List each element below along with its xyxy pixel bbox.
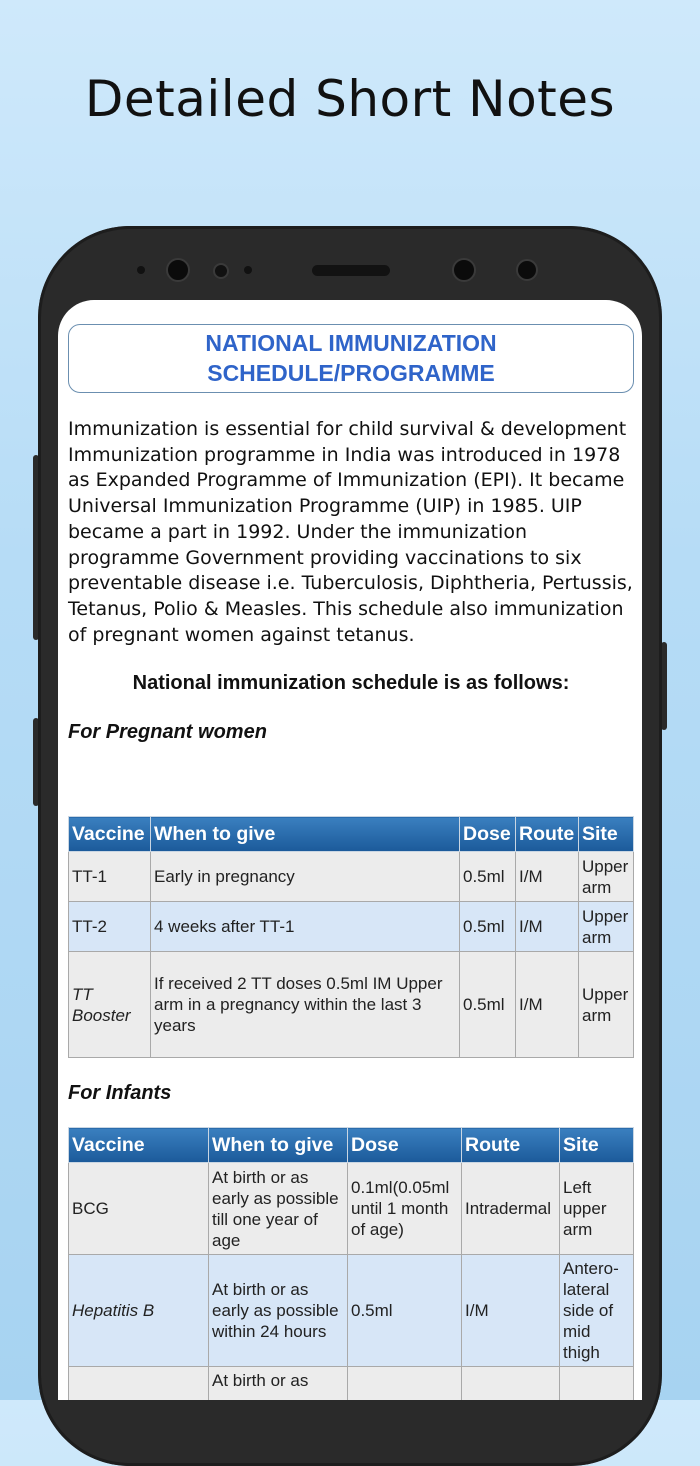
table-row — [69, 902, 634, 952]
table-cell: Antero-lateral side of mid thigh — [560, 1255, 634, 1367]
table-cell: I/M — [516, 952, 579, 1058]
table-cell: I/M — [462, 1255, 560, 1367]
col-header-site: Site — [560, 1128, 634, 1163]
col-header-site: Site — [579, 817, 634, 852]
table-cell — [69, 1367, 209, 1400]
table-cell: I/M — [516, 852, 579, 902]
table-cell: Intradermal — [462, 1163, 560, 1255]
table-cell: Upper arm — [579, 952, 634, 1058]
sensor-icon — [213, 263, 229, 279]
table-cell: Early in pregnancy — [151, 852, 460, 902]
table-cell: Hepatitis B — [69, 1255, 209, 1367]
col-header-when: When to give — [151, 817, 460, 852]
table-row — [69, 1367, 634, 1400]
pregnant-section-label: For Pregnant women — [68, 721, 267, 744]
table-cell: At birth or as early as possible within 24 hours — [209, 1255, 348, 1367]
col-header-dose: Dose — [348, 1128, 462, 1163]
table-cell: TT Booster — [69, 952, 151, 1058]
phone-screen — [58, 300, 642, 1400]
col-header-when: When to give — [209, 1128, 348, 1163]
table-cell — [560, 1367, 634, 1400]
col-header-route: Route — [516, 817, 579, 852]
table-cell: Left upper arm — [560, 1163, 634, 1255]
schedule-subheading: National immunization schedule is as follows: — [132, 672, 570, 695]
earpiece-speaker — [312, 265, 390, 276]
table-cell: 0.5ml — [460, 952, 516, 1058]
table-row — [69, 1255, 634, 1367]
notes-content — [68, 300, 634, 1400]
table-cell: If received 2 TT doses 0.5ml IM Upper arm in a pregnancy within the last 3 years — [151, 952, 460, 1058]
table-cell: TT-1 — [69, 852, 151, 902]
table-cell: 0.5ml — [460, 852, 516, 902]
front-camera-icon — [166, 258, 190, 282]
table-cell: Upper arm — [579, 852, 634, 902]
col-header-route: Route — [462, 1128, 560, 1163]
table-cell: 4 weeks after TT-1 — [151, 902, 460, 952]
front-camera-2-icon — [452, 258, 476, 282]
proximity-dot-icon — [244, 266, 252, 274]
table-cell: At birth or as early as possible till one year of age — [209, 1163, 348, 1255]
page-title: NATIONAL IMMUNIZATION SCHEDULE/PROGRAMME — [68, 324, 634, 393]
infants-table — [68, 1127, 634, 1400]
infants-section-label: For Infants — [68, 1082, 172, 1105]
col-header-vaccine: Vaccine — [69, 817, 151, 852]
headline: Detailed Short Notes — [84, 70, 616, 128]
table-cell: 0.5ml — [348, 1255, 462, 1367]
table-header-row — [69, 817, 634, 852]
table-cell: BCG — [69, 1163, 209, 1255]
front-camera-3-icon — [516, 259, 538, 281]
table-row — [69, 852, 634, 902]
table-cell: Upper arm — [579, 902, 634, 952]
table-cell — [348, 1367, 462, 1400]
col-header-vaccine: Vaccine — [69, 1128, 209, 1163]
table-row — [69, 952, 634, 1058]
pregnant-women-table — [68, 816, 634, 1058]
table-row — [69, 1163, 634, 1255]
table-cell: I/M — [516, 902, 579, 952]
table-cell: TT-2 — [69, 902, 151, 952]
intro-paragraph: Immunization is essential for child survival & development Immunization programme in India was introduced in 1978 as Expanded Programme of Immunization (EPI). It became Universal Immunization Programme (UIP) in 1985. UIP became a part in 1992. Under the immunization programme Government providing vaccinations to six preventable disease i.e. Tuberculosis, Diphtheria, Pertussis, Tetanus, Polio & Measles. This schedule also immunization of pregnant women against tetanus. — [68, 418, 633, 646]
table-cell: At birth or as — [209, 1367, 348, 1400]
table-cell: 0.5ml — [460, 902, 516, 952]
table-header-row — [69, 1128, 634, 1163]
table-cell: 0.1ml(0.05ml until 1 month of age) — [348, 1163, 462, 1255]
sensor-dot-icon — [137, 266, 145, 274]
col-header-dose: Dose — [460, 817, 516, 852]
table-cell — [462, 1367, 560, 1400]
